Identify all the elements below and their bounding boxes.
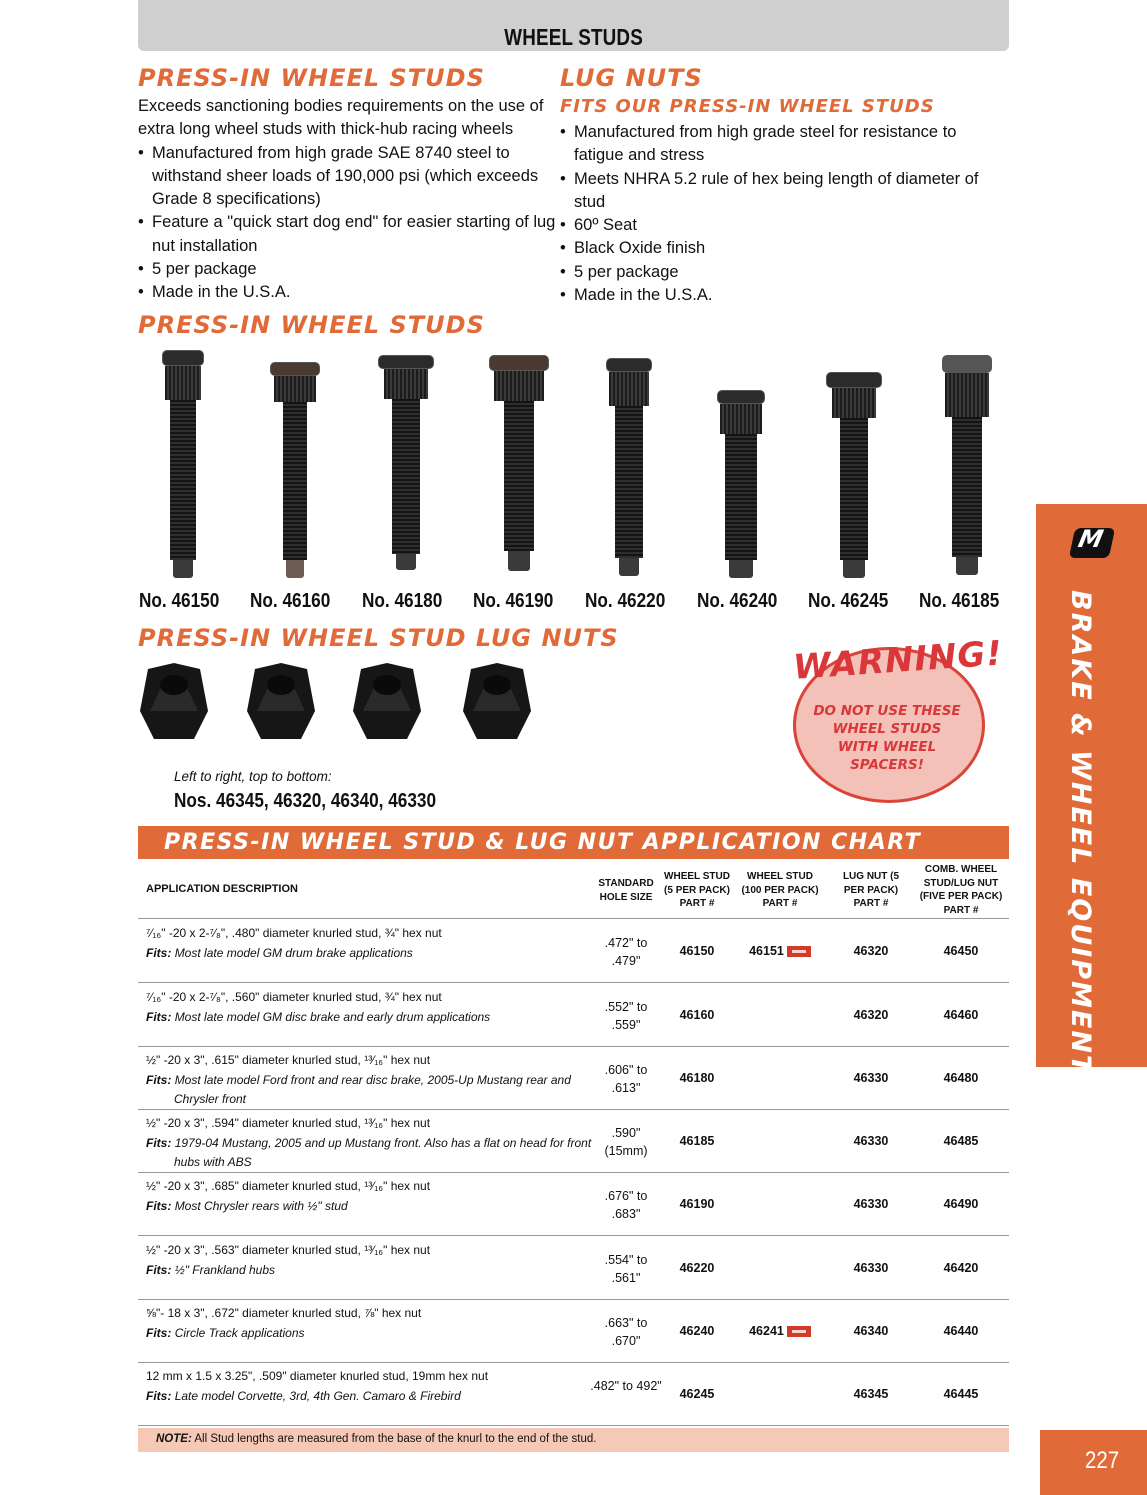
ws100-value: 46241 xyxy=(749,1324,784,1338)
row-spec: ½" -20 x 3", .615" diameter knurled stud, ¹³⁄₁₆" hex nut xyxy=(146,1053,431,1067)
warning-title: WARNING! xyxy=(792,633,1005,688)
lug-section-subheading: FITS OUR PRESS-IN WHEEL STUDS xyxy=(560,96,935,117)
stud-label: No. 46240 xyxy=(697,590,778,612)
row-ws5: 46180 xyxy=(679,1071,715,1085)
table-row xyxy=(138,1300,1009,1363)
row-comb: 46460 xyxy=(943,1008,979,1022)
row-ws5: 46190 xyxy=(679,1197,715,1211)
header-hole: STANDARD HOLE SIZE xyxy=(598,878,654,903)
studs-bullets xyxy=(138,142,558,305)
list-item: • 5 per package xyxy=(138,258,558,281)
row-hole-size: .554" to .561" xyxy=(604,1253,648,1285)
fits-text: ½" Frankland hubs xyxy=(174,1262,276,1277)
header-ws5: WHEEL STUD (5 PER PACK) PART # xyxy=(664,871,730,909)
stud-image xyxy=(158,350,208,580)
row-lug: 46340 xyxy=(853,1324,889,1338)
row-lug: 46320 xyxy=(853,944,889,958)
note-label: NOTE: xyxy=(156,1433,192,1445)
lug-nut-image xyxy=(461,661,533,743)
row-lug: 46320 xyxy=(853,1008,889,1022)
page-title-bar xyxy=(138,0,1009,51)
row-hole-size: .676" to .683" xyxy=(604,1189,648,1221)
row-spec: ½" -20 x 3", .563" diameter knurled stud, ¹³⁄₁₆" hex nut xyxy=(146,1243,431,1257)
fits-label: Fits: xyxy=(146,1198,172,1213)
row-description xyxy=(146,1051,596,1110)
row-ws100 xyxy=(739,944,821,958)
row-fits xyxy=(146,1008,596,1028)
lug-section-body xyxy=(560,121,1010,307)
side-tab-text: BRAKE & WHEEL EQUIPMENT xyxy=(1065,590,1096,1076)
row-lug: 46330 xyxy=(853,1134,889,1148)
fits-label: Fits: xyxy=(146,1009,172,1024)
stud-label: No. 46160 xyxy=(250,590,331,612)
stud-label: No. 46180 xyxy=(362,590,443,612)
row-fits xyxy=(146,1197,596,1217)
page-number-tab xyxy=(1040,1430,1147,1495)
fits-label: Fits: xyxy=(146,1388,172,1403)
nuts-caption-big: Nos. 46345, 46320, 46340, 46330 xyxy=(174,790,437,812)
warning-text: DO NOT USE THESE WHEEL STUDS WITH WHEEL SPACERS! xyxy=(813,703,961,773)
lug-nut-image xyxy=(351,661,423,743)
nuts-photo-heading: PRESS-IN WHEEL STUD LUG NUTS xyxy=(138,624,619,652)
row-description xyxy=(146,988,596,1027)
row-comb: 46490 xyxy=(943,1197,979,1211)
studs-photo-heading: PRESS-IN WHEEL STUDS xyxy=(138,311,485,339)
stud-image xyxy=(716,390,766,580)
chart-title-bar xyxy=(138,826,1009,859)
header-lug: LUG NUT (5 PER PACK) PART # xyxy=(842,871,900,909)
row-fits xyxy=(146,1387,596,1407)
note-text: All Stud lengths are measured from the base of the knurl to the end of the stud. xyxy=(194,1433,597,1445)
table-row xyxy=(138,1110,1009,1173)
new-badge-icon xyxy=(787,946,811,957)
studs-section-body xyxy=(138,95,558,305)
fits-label: Fits: xyxy=(146,1325,172,1340)
row-ws5: 46150 xyxy=(679,944,715,958)
stud-image xyxy=(825,372,883,578)
row-fits xyxy=(146,1071,596,1110)
fits-label: Fits: xyxy=(146,945,172,960)
row-comb: 46420 xyxy=(943,1261,979,1275)
fits-text: Circle Track applications xyxy=(174,1325,305,1340)
table-row xyxy=(138,1237,1009,1300)
row-lug: 46330 xyxy=(853,1071,889,1085)
list-item: • Made in the U.S.A. xyxy=(560,284,1010,307)
row-description xyxy=(146,1241,596,1280)
table-row xyxy=(138,1173,1009,1236)
row-lug: 46330 xyxy=(853,1261,889,1275)
row-comb: 46445 xyxy=(943,1387,979,1401)
stud-image xyxy=(940,355,994,577)
row-hole-size: .552" to .559" xyxy=(604,1000,648,1032)
page-number: 227 xyxy=(1084,1447,1119,1474)
stud-image xyxy=(489,355,549,573)
fits-label: Fits: xyxy=(146,1262,172,1277)
row-spec: ½" -20 x 3", .594" diameter knurled stud, ¹³⁄₁₆" hex nut xyxy=(146,1116,431,1130)
stud-label: No. 46185 xyxy=(919,590,1000,612)
row-fits xyxy=(146,1324,596,1344)
stud-label: No. 46190 xyxy=(473,590,554,612)
row-comb: 46450 xyxy=(943,944,979,958)
row-spec: 12 mm x 1.5 x 3.25", .509" diameter knurled stud, 19mm hex nut xyxy=(146,1369,489,1383)
lug-nut-image xyxy=(245,661,317,743)
fits-text: Most late model Ford front and rear disc brake, 2005-Up Mustang rear and Chrysler front xyxy=(174,1072,571,1106)
table-row xyxy=(138,984,1009,1047)
list-item: • Meets NHRA 5.2 rule of hex being length of diameter of stud xyxy=(560,168,1010,215)
row-ws5: 46160 xyxy=(679,1008,715,1022)
list-item: • Made in the U.S.A. xyxy=(138,281,558,304)
lug-section-heading: LUG NUTS xyxy=(560,64,703,92)
fits-label: Fits: xyxy=(146,1135,172,1150)
list-item: • 60º Seat xyxy=(560,214,1010,237)
row-description xyxy=(146,1304,596,1343)
row-fits xyxy=(146,1261,596,1281)
fits-label: Fits: xyxy=(146,1072,172,1087)
row-lug: 46345 xyxy=(853,1387,889,1401)
fits-text: Most late model GM disc brake and early drum applications xyxy=(174,1009,491,1024)
row-spec: ½" -20 x 3", .685" diameter knurled stud, ¹³⁄₁₆" hex nut xyxy=(146,1179,431,1193)
row-fits xyxy=(146,1134,596,1173)
row-lug: 46330 xyxy=(853,1197,889,1211)
list-item: • Black Oxide finish xyxy=(560,237,1010,260)
table-row xyxy=(138,1363,1009,1426)
row-description xyxy=(146,1177,596,1216)
lug-bullets xyxy=(560,121,1010,307)
fits-text: Most Chrysler rears with ½" stud xyxy=(174,1198,348,1213)
row-ws5: 46185 xyxy=(679,1134,715,1148)
brand-logo xyxy=(1069,525,1115,558)
stud-label: No. 46150 xyxy=(139,590,220,612)
row-comb: 46485 xyxy=(943,1134,979,1148)
ws100-value: 46151 xyxy=(749,944,784,958)
studs-intro: Exceeds sanctioning bodies requirements on the use of extra long wheel studs with thick-hub racing wheels xyxy=(138,97,544,139)
page-title: WHEEL STUDS xyxy=(504,24,643,50)
header-desc: APPLICATION DESCRIPTION xyxy=(146,883,298,895)
chart-title: PRESS-IN WHEEL STUD & LUG NUT APPLICATION CHART xyxy=(164,830,922,855)
fits-text: Late model Corvette, 3rd, 4th Gen. Camaro & Firebird xyxy=(174,1388,461,1403)
row-ws5: 46245 xyxy=(679,1387,715,1401)
row-hole-size: .590" (15mm) xyxy=(604,1126,648,1158)
list-item: • Manufactured from high grade steel for resistance to fatigue and stress xyxy=(560,121,1010,168)
row-hole-size: .606" to .613" xyxy=(604,1063,648,1095)
brand-logo-text: M xyxy=(1075,525,1106,553)
table-header xyxy=(138,859,1009,919)
row-comb: 46480 xyxy=(943,1071,979,1085)
list-item: • Manufactured from high grade SAE 8740 steel to withstand sheer loads of 190,000 psi (which exceeds Grade 8 specifications) xyxy=(138,142,558,212)
studs-section-heading: PRESS-IN WHEEL STUDS xyxy=(138,64,485,92)
stud-label: No. 46245 xyxy=(808,590,889,612)
fits-text: Most late model GM drum brake applications xyxy=(174,945,413,960)
note-bar xyxy=(138,1428,1009,1452)
header-ws100: WHEEL STUD (100 PER PACK) PART # xyxy=(741,871,819,909)
row-spec: ⁷⁄₁₆" -20 x 2-⁷⁄₈", .480" diameter knurled stud, ¾" hex nut xyxy=(146,926,442,940)
side-tab-text-wrap xyxy=(1016,590,1096,1076)
fits-text: 1979-04 Mustang, 2005 and up Mustang front. Also has a flat on head for front hubs with ABS xyxy=(174,1135,592,1169)
row-description xyxy=(146,1114,596,1173)
row-fits xyxy=(146,944,596,964)
table-row xyxy=(138,1047,1009,1110)
lug-nut-image xyxy=(138,661,210,743)
stud-image xyxy=(270,362,320,580)
row-spec: ⅝"- 18 x 3", .672" diameter knurled stud, ⅞" hex nut xyxy=(146,1306,422,1320)
row-description xyxy=(146,924,596,963)
row-ws5: 46240 xyxy=(679,1324,715,1338)
nuts-caption-small: Left to right, top to bottom: xyxy=(174,769,332,784)
row-description xyxy=(146,1367,596,1406)
stud-label: No. 46220 xyxy=(585,590,666,612)
list-item: • Feature a "quick start dog end" for easier starting of lug nut installation xyxy=(138,211,558,258)
stud-image xyxy=(604,358,654,578)
list-item: • 5 per package xyxy=(560,261,1010,284)
row-hole-size: .663" to .670" xyxy=(604,1316,648,1348)
header-comb: COMB. WHEEL STUD/LUG NUT (FIVE PER PACK) PART # xyxy=(919,864,1003,916)
new-badge-icon xyxy=(787,1326,811,1337)
row-comb: 46440 xyxy=(943,1324,979,1338)
row-hole-size: .472" to .479" xyxy=(604,936,648,968)
row-ws5: 46220 xyxy=(679,1261,715,1275)
row-ws100 xyxy=(739,1324,821,1338)
row-spec: ⁷⁄₁₆" -20 x 2-⁷⁄₈", .560" diameter knurled stud, ¾" hex nut xyxy=(146,990,442,1004)
table-row xyxy=(138,920,1009,983)
row-hole-size: .482" to 492" xyxy=(590,1379,662,1393)
note-line xyxy=(156,1433,596,1445)
stud-image xyxy=(378,355,434,570)
